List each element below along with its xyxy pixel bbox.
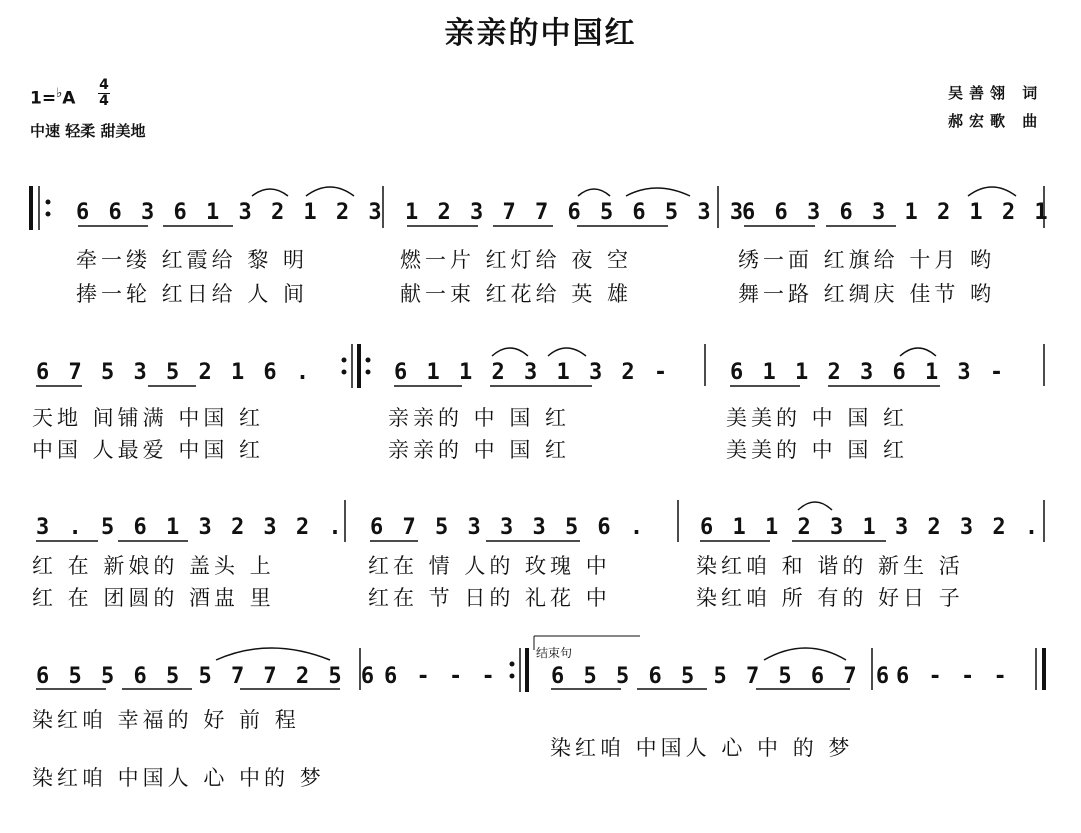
lyric-3-2-verse1: 红在 情 人的 玫瑰 中 (368, 554, 611, 578)
measure-4-2: 6 - - - (384, 664, 498, 689)
slur (900, 348, 936, 356)
slur (798, 502, 832, 510)
key-tonic: 1= (30, 88, 57, 109)
time-top: 4 (99, 77, 109, 93)
key-note: A (62, 88, 76, 109)
measure-2-1: 6 7 5 3 5 2 1 6 . (36, 360, 313, 385)
ending-label: 结束句 (536, 646, 573, 660)
repeat-dot (342, 370, 347, 375)
repeat-dot (366, 370, 371, 375)
slur (764, 648, 846, 660)
lyric-3-3-verse1: 染红咱 和 谐的 新生 活 (696, 554, 964, 578)
lyricist-credit: 吴善翎 词 (948, 84, 1044, 102)
slur (578, 189, 610, 196)
slur (492, 348, 528, 356)
measure-3-3: 6 1 1 2 3 1 3 2 3 2 . (700, 515, 1042, 540)
measure-2-3: 6 1 1 2 3 6 1 3 - (730, 360, 1007, 385)
tempo-marking: 中速 轻柔 甜美地 (30, 122, 146, 140)
lyric-2-2-verse1: 亲亲的 中 国 红 (388, 406, 571, 430)
repeat-dot (366, 358, 371, 363)
lyric-1-3-verse2: 舞一路 红绸庆 佳节 哟 (738, 282, 996, 306)
lyric-3-3-verse2: 染红咱 所 有的 好日 子 (696, 586, 964, 610)
lyric-3-2-verse2: 红在 节 日的 礼花 中 (368, 586, 611, 610)
lyric-2-3-verse2: 美美的 中 国 红 (726, 438, 909, 462)
lyric-1-2-verse2: 献一束 红花给 英 雄 (400, 282, 633, 306)
slur (968, 187, 1016, 196)
flat-sign: ♭ (56, 86, 63, 101)
lyric-1-3-verse1: 绣一面 红旗给 十月 哟 (738, 248, 996, 272)
repeat-dot (46, 200, 51, 205)
measure-3-1: 3 . 5 6 1 3 2 3 2 . (36, 515, 345, 540)
measure-4-3: 6 5 5 6 5 5 7 5 6 7 6 (551, 664, 893, 689)
measure-1-1: 6 6 3 6 1 3 2 1 2 3 (76, 200, 385, 225)
composer-credit: 郝宏歌 曲 (948, 112, 1044, 130)
lyric-2-1-verse1: 天地 间铺满 中国 红 (32, 406, 265, 430)
slur (626, 188, 690, 196)
lyric-1-1-verse1: 牵一缕 红霞给 黎 明 (76, 248, 309, 272)
measure-4-4: 6 - - - (896, 664, 1010, 689)
repeat-dot (46, 212, 51, 217)
measure-4-1: 6 5 5 6 5 5 7 7 2 5 6 (36, 664, 378, 689)
lyric-1-2-verse1: 燃一片 红灯给 夜 空 (400, 248, 633, 272)
slur (252, 189, 288, 196)
lyric-3-1-verse2: 红 在 团圆的 酒盅 里 (32, 586, 275, 610)
lyric-2-2-verse2: 亲亲的 中 国 红 (388, 438, 571, 462)
repeat-dot (510, 674, 515, 679)
measure-1-3: 6 6 3 6 3 1 2 1 2 1 (742, 200, 1051, 225)
repeat-dot (510, 662, 515, 667)
measure-1-2: 1 2 3 7 7 6 5 6 5 3 3 (405, 200, 747, 225)
lyric-4-final-ending: 染红咱 中国人 心 中 的 梦 (550, 736, 854, 760)
lyric-3-1-verse1: 红 在 新娘的 盖头 上 (32, 554, 275, 578)
time-bottom: 4 (99, 93, 109, 109)
lyric-1-1-verse2: 捧一轮 红日给 人 间 (76, 282, 309, 306)
lyric-2-3-verse1: 美美的 中 国 红 (726, 406, 909, 430)
repeat-dot (342, 358, 347, 363)
slur (548, 348, 586, 356)
song-title: 亲亲的中国红 (444, 16, 637, 51)
measure-3-2: 6 7 5 3 3 3 5 6 . (370, 515, 647, 540)
slur (216, 648, 330, 660)
lyric-4-first-ending: 染红咱 幸福的 好 前 程 (32, 708, 300, 732)
lyric-2-1-verse2: 中国 人最爱 中国 红 (32, 438, 265, 462)
slur (306, 187, 354, 196)
measure-2-2: 6 1 1 2 3 1 3 2 - (394, 360, 671, 385)
lyric-4-second-ending: 染红咱 中国人 心 中的 梦 (32, 766, 325, 790)
